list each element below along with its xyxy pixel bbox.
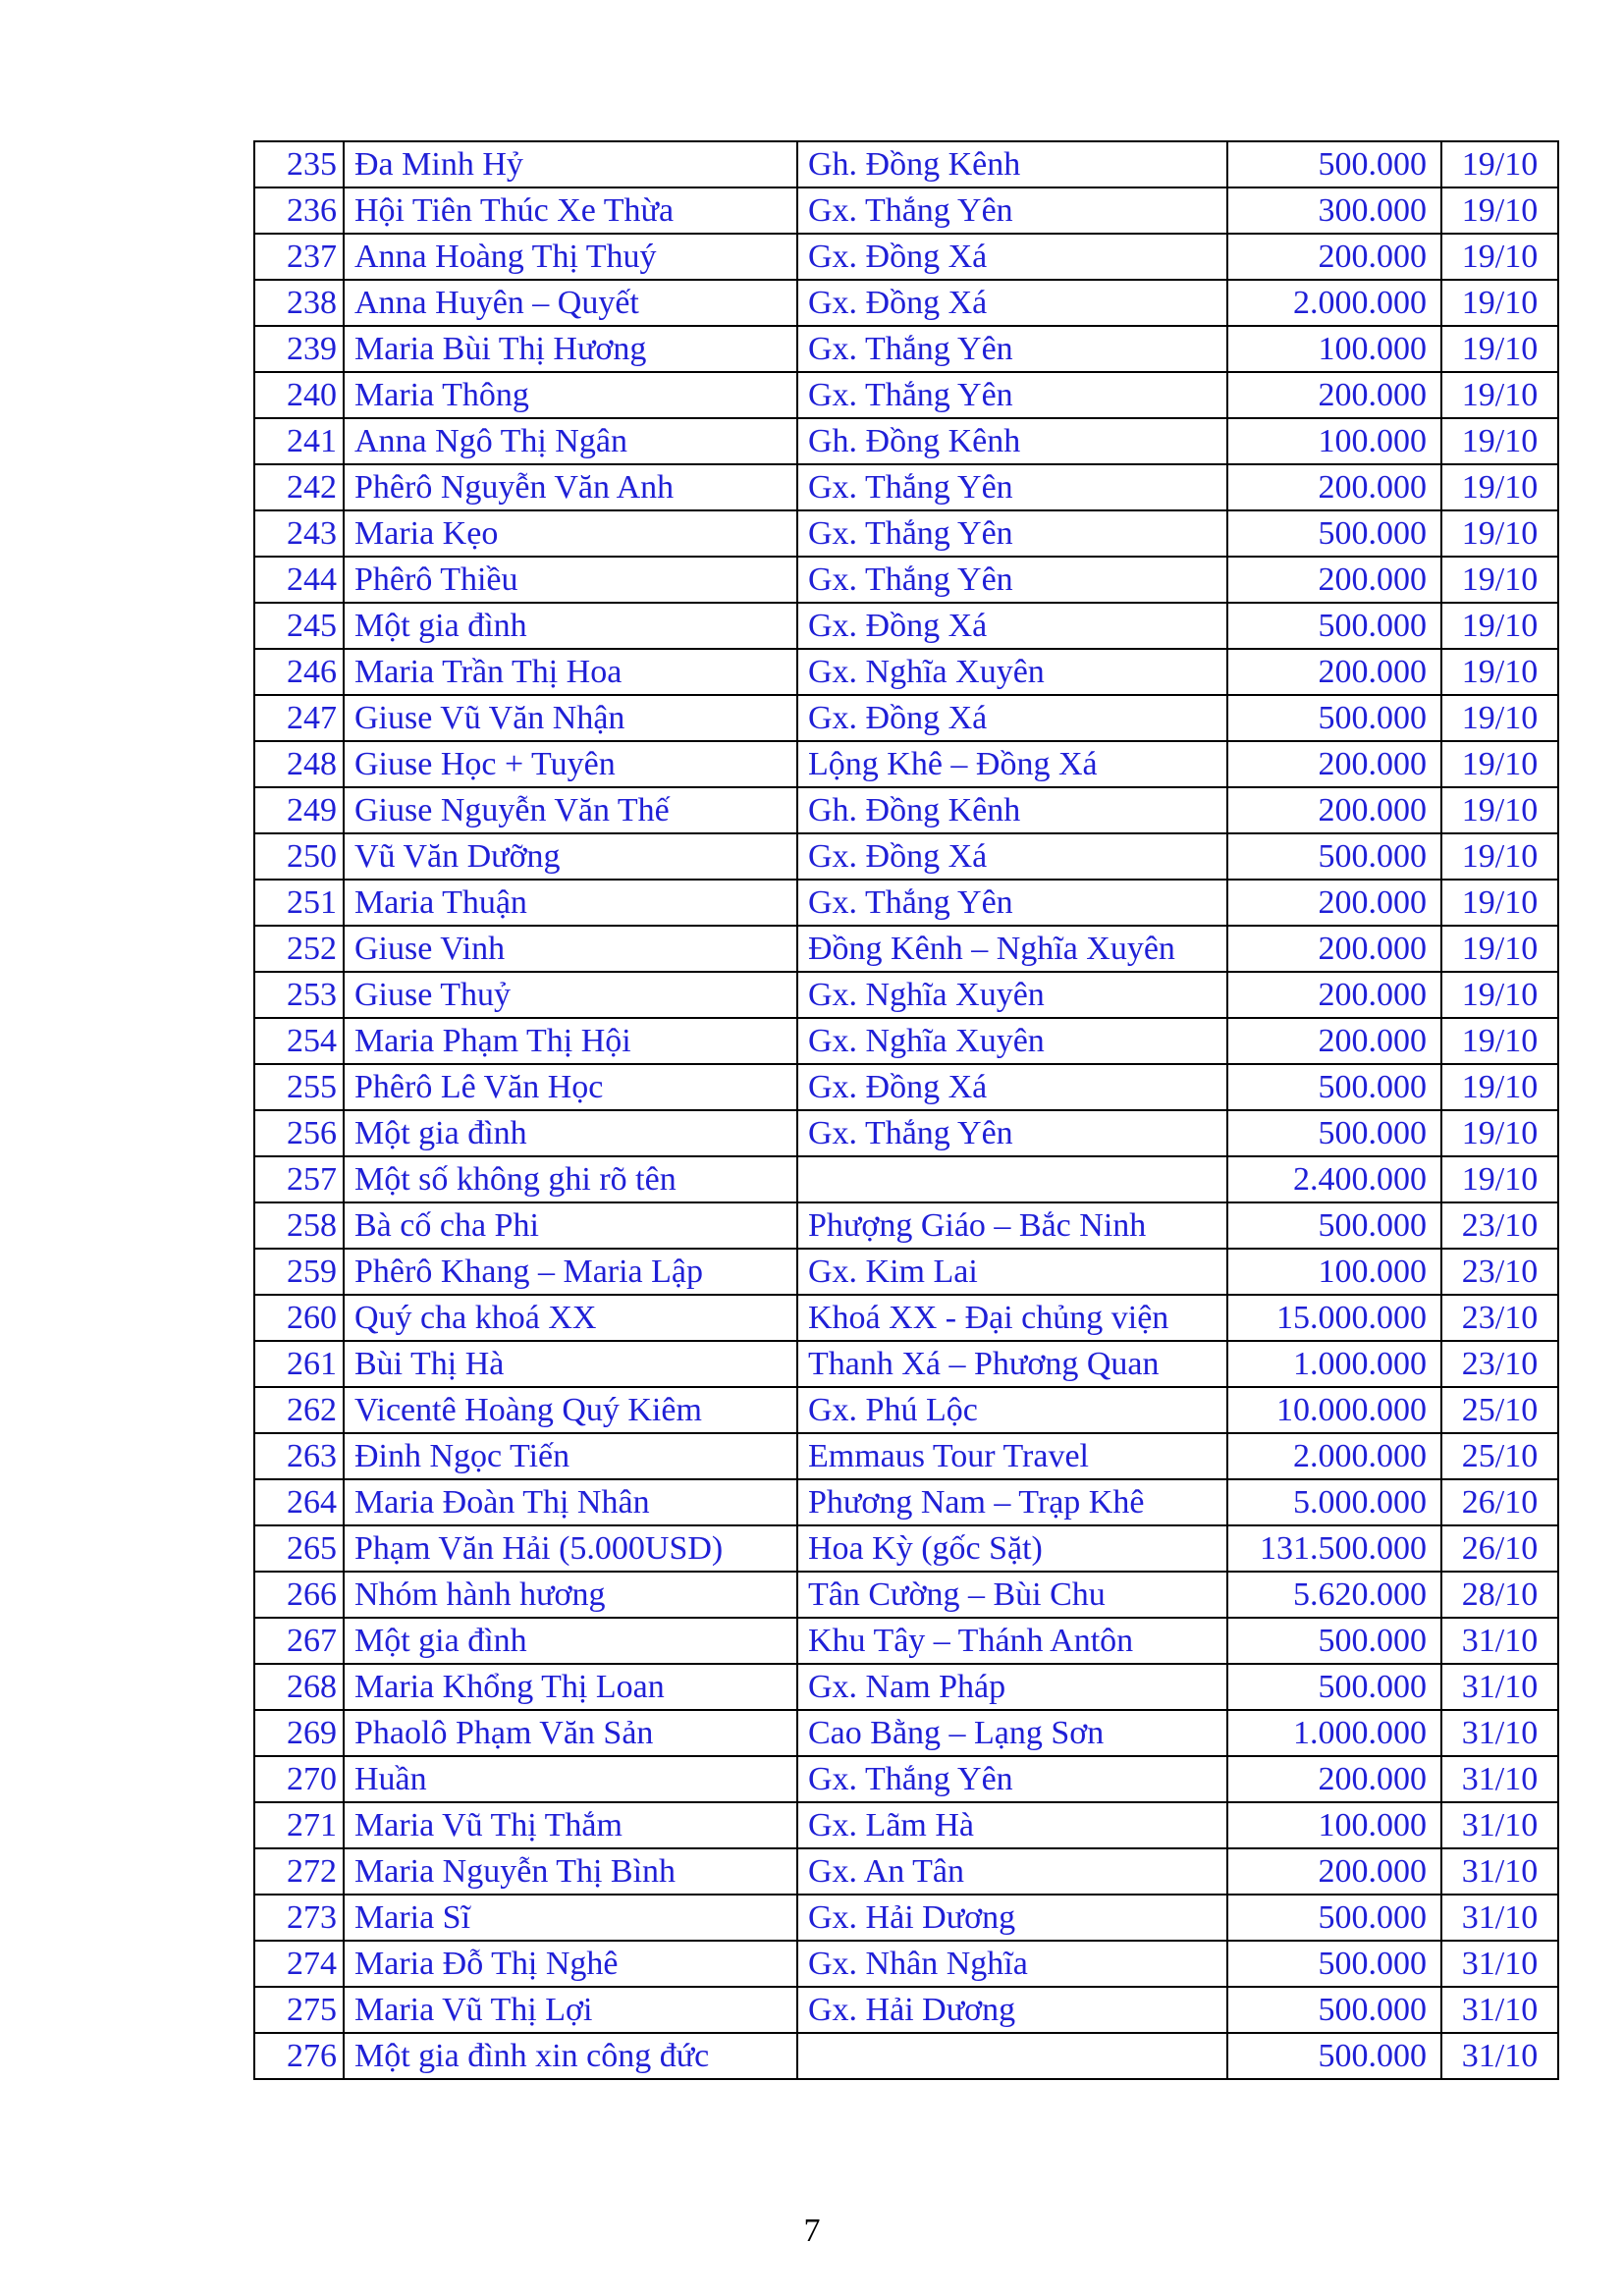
amount-cell: 200.000	[1227, 234, 1441, 280]
parish-cell: Gx. Đồng Xá	[797, 1064, 1227, 1110]
parish-cell: Gx. Nam Pháp	[797, 1664, 1227, 1710]
entry-number-cell: 243	[254, 510, 344, 557]
donor-name-cell: Maria Bùi Thị Hương	[344, 326, 797, 372]
table-row	[254, 1572, 1558, 1618]
table-row	[254, 557, 1558, 603]
donor-name-cell: Bùi Thị Hà	[344, 1341, 797, 1387]
table-row	[254, 695, 1558, 741]
parish-cell: Phương Nam – Trạp Khê	[797, 1479, 1227, 1525]
date-cell: 31/10	[1441, 1895, 1558, 1941]
parish-cell: Gx. Đồng Xá	[797, 234, 1227, 280]
donor-name-cell: Quý cha khoá XX	[344, 1295, 797, 1341]
amount-cell: 100.000	[1227, 1802, 1441, 1848]
entry-number-cell: 258	[254, 1202, 344, 1249]
parish-cell: Gx. Kim Lai	[797, 1249, 1227, 1295]
donor-name-cell: Giuse Nguyễn Văn Thế	[344, 787, 797, 833]
amount-cell: 100.000	[1227, 326, 1441, 372]
parish-cell: Gx. Thắng Yên	[797, 557, 1227, 603]
amount-cell: 500.000	[1227, 1110, 1441, 1156]
table-row	[254, 741, 1558, 787]
parish-cell: Gx. Hải Dương	[797, 1987, 1227, 2033]
donor-name-cell: Giuse Học + Tuyên	[344, 741, 797, 787]
date-cell: 19/10	[1441, 833, 1558, 880]
entry-number-cell: 266	[254, 1572, 344, 1618]
date-cell: 19/10	[1441, 372, 1558, 418]
table-row	[254, 510, 1558, 557]
parish-cell: Gx. Thắng Yên	[797, 187, 1227, 234]
table-row	[254, 833, 1558, 880]
entry-number-cell: 261	[254, 1341, 344, 1387]
table-row	[254, 1433, 1558, 1479]
table-row	[254, 1387, 1558, 1433]
donor-name-cell: Maria Thông	[344, 372, 797, 418]
amount-cell: 131.500.000	[1227, 1525, 1441, 1572]
amount-cell: 1.000.000	[1227, 1710, 1441, 1756]
amount-cell: 500.000	[1227, 1202, 1441, 1249]
table-row	[254, 1018, 1558, 1064]
amount-cell: 2.000.000	[1227, 280, 1441, 326]
donor-name-cell: Maria Nguyễn Thị Bình	[344, 1848, 797, 1895]
donor-name-cell: Maria Đoàn Thị Nhân	[344, 1479, 797, 1525]
entry-number-cell: 272	[254, 1848, 344, 1895]
amount-cell: 500.000	[1227, 510, 1441, 557]
parish-cell: Gx. An Tân	[797, 1848, 1227, 1895]
donor-name-cell: Huần	[344, 1756, 797, 1802]
donor-name-cell: Phạm Văn Hải (5.000USD)	[344, 1525, 797, 1572]
parish-cell: Gx. Thắng Yên	[797, 510, 1227, 557]
parish-cell: Gx. Nghĩa Xuyên	[797, 972, 1227, 1018]
amount-cell: 500.000	[1227, 695, 1441, 741]
entry-number-cell: 254	[254, 1018, 344, 1064]
entry-number-cell: 235	[254, 141, 344, 187]
amount-cell: 200.000	[1227, 372, 1441, 418]
date-cell: 19/10	[1441, 280, 1558, 326]
date-cell: 31/10	[1441, 1941, 1558, 1987]
parish-cell: Emmaus Tour Travel	[797, 1433, 1227, 1479]
parish-cell: Gx. Đồng Xá	[797, 280, 1227, 326]
amount-cell: 1.000.000	[1227, 1341, 1441, 1387]
entry-number-cell: 246	[254, 649, 344, 695]
donor-name-cell: Một gia đình	[344, 603, 797, 649]
table-row	[254, 1802, 1558, 1848]
donor-name-cell: Phaolô Phạm Văn Sản	[344, 1710, 797, 1756]
parish-cell: Gx. Thắng Yên	[797, 464, 1227, 510]
amount-cell: 300.000	[1227, 187, 1441, 234]
amount-cell: 200.000	[1227, 972, 1441, 1018]
entry-number-cell: 244	[254, 557, 344, 603]
date-cell: 19/10	[1441, 418, 1558, 464]
date-cell: 23/10	[1441, 1341, 1558, 1387]
date-cell: 31/10	[1441, 1756, 1558, 1802]
entry-number-cell: 259	[254, 1249, 344, 1295]
donor-name-cell: Maria Phạm Thị Hội	[344, 1018, 797, 1064]
parish-cell: Khu Tây – Thánh Antôn	[797, 1618, 1227, 1664]
entry-number-cell: 237	[254, 234, 344, 280]
amount-cell: 200.000	[1227, 1756, 1441, 1802]
date-cell: 23/10	[1441, 1249, 1558, 1295]
parish-cell: Gx. Hải Dương	[797, 1895, 1227, 1941]
entry-number-cell: 250	[254, 833, 344, 880]
amount-cell: 500.000	[1227, 141, 1441, 187]
table-row	[254, 1064, 1558, 1110]
date-cell: 19/10	[1441, 972, 1558, 1018]
donor-name-cell: Phêrô Khang – Maria Lập	[344, 1249, 797, 1295]
entry-number-cell: 275	[254, 1987, 344, 2033]
donor-name-cell: Anna Hoàng Thị Thuý	[344, 234, 797, 280]
amount-cell: 500.000	[1227, 833, 1441, 880]
table-row	[254, 1249, 1558, 1295]
amount-cell: 500.000	[1227, 1664, 1441, 1710]
date-cell: 26/10	[1441, 1479, 1558, 1525]
amount-cell: 500.000	[1227, 603, 1441, 649]
table-row	[254, 1525, 1558, 1572]
date-cell: 31/10	[1441, 1618, 1558, 1664]
donor-name-cell: Maria Kẹo	[344, 510, 797, 557]
parish-cell: Gh. Đồng Kênh	[797, 787, 1227, 833]
table-row	[254, 280, 1558, 326]
date-cell: 19/10	[1441, 787, 1558, 833]
entry-number-cell: 256	[254, 1110, 344, 1156]
table-row	[254, 972, 1558, 1018]
donor-name-cell: Một gia đình	[344, 1110, 797, 1156]
table-row	[254, 187, 1558, 234]
donor-name-cell: Một gia đình xin công đức	[344, 2033, 797, 2079]
entry-number-cell: 267	[254, 1618, 344, 1664]
donor-name-cell: Maria Thuận	[344, 880, 797, 926]
parish-cell: Gh. Đồng Kênh	[797, 141, 1227, 187]
parish-cell: Gx. Thắng Yên	[797, 880, 1227, 926]
entry-number-cell: 264	[254, 1479, 344, 1525]
donor-name-cell: Một số không ghi rõ tên	[344, 1156, 797, 1202]
date-cell: 19/10	[1441, 695, 1558, 741]
donor-name-cell: Maria Vũ Thị Lợi	[344, 1987, 797, 2033]
donor-name-cell: Nhóm hành hương	[344, 1572, 797, 1618]
donor-name-cell: Giuse Vinh	[344, 926, 797, 972]
donor-name-cell: Anna Ngô Thị Ngân	[344, 418, 797, 464]
donor-name-cell: Phêrô Lê Văn Học	[344, 1064, 797, 1110]
donor-name-cell: Một gia đình	[344, 1618, 797, 1664]
entry-number-cell: 251	[254, 880, 344, 926]
amount-cell: 200.000	[1227, 1018, 1441, 1064]
date-cell: 19/10	[1441, 464, 1558, 510]
amount-cell: 5.620.000	[1227, 1572, 1441, 1618]
entry-number-cell: 257	[254, 1156, 344, 1202]
amount-cell: 10.000.000	[1227, 1387, 1441, 1433]
date-cell: 19/10	[1441, 741, 1558, 787]
date-cell: 31/10	[1441, 2033, 1558, 2079]
parish-cell	[797, 1156, 1227, 1202]
parish-cell: Gh. Đồng Kênh	[797, 418, 1227, 464]
amount-cell: 200.000	[1227, 741, 1441, 787]
amount-cell: 200.000	[1227, 557, 1441, 603]
entry-number-cell: 265	[254, 1525, 344, 1572]
donor-name-cell: Vũ Văn Dưỡng	[344, 833, 797, 880]
entry-number-cell: 270	[254, 1756, 344, 1802]
parish-cell: Gx. Nhân Nghĩa	[797, 1941, 1227, 1987]
amount-cell: 200.000	[1227, 649, 1441, 695]
table-row	[254, 418, 1558, 464]
table-row	[254, 926, 1558, 972]
entry-number-cell: 271	[254, 1802, 344, 1848]
entry-number-cell: 242	[254, 464, 344, 510]
date-cell: 19/10	[1441, 510, 1558, 557]
entry-number-cell: 236	[254, 187, 344, 234]
table-row	[254, 464, 1558, 510]
date-cell: 19/10	[1441, 649, 1558, 695]
parish-cell	[797, 2033, 1227, 2079]
date-cell: 23/10	[1441, 1295, 1558, 1341]
entry-number-cell: 274	[254, 1941, 344, 1987]
table-body	[254, 141, 1558, 2079]
entry-number-cell: 248	[254, 741, 344, 787]
parish-cell: Gx. Thắng Yên	[797, 1756, 1227, 1802]
date-cell: 28/10	[1441, 1572, 1558, 1618]
date-cell: 19/10	[1441, 326, 1558, 372]
amount-cell: 500.000	[1227, 1064, 1441, 1110]
date-cell: 19/10	[1441, 187, 1558, 234]
table-row	[254, 372, 1558, 418]
parish-cell: Phượng Giáo – Bắc Ninh	[797, 1202, 1227, 1249]
parish-cell: Gx. Đồng Xá	[797, 833, 1227, 880]
parish-cell: Cao Bằng – Lạng Sơn	[797, 1710, 1227, 1756]
date-cell: 19/10	[1441, 1156, 1558, 1202]
date-cell: 25/10	[1441, 1387, 1558, 1433]
date-cell: 19/10	[1441, 557, 1558, 603]
amount-cell: 2.000.000	[1227, 1433, 1441, 1479]
amount-cell: 500.000	[1227, 1895, 1441, 1941]
amount-cell: 500.000	[1227, 2033, 1441, 2079]
parish-cell: Đồng Kênh – Nghĩa Xuyên	[797, 926, 1227, 972]
parish-cell: Thanh Xá – Phương Quan	[797, 1341, 1227, 1387]
parish-cell: Gx. Thắng Yên	[797, 326, 1227, 372]
date-cell: 19/10	[1441, 141, 1558, 187]
entry-number-cell: 260	[254, 1295, 344, 1341]
donor-name-cell: Maria Đỗ Thị Nghê	[344, 1941, 797, 1987]
table-row	[254, 787, 1558, 833]
donor-name-cell: Maria Sĩ	[344, 1895, 797, 1941]
entry-number-cell: 245	[254, 603, 344, 649]
table-row	[254, 234, 1558, 280]
donor-name-cell: Anna Huyên – Quyết	[344, 280, 797, 326]
date-cell: 19/10	[1441, 1018, 1558, 1064]
table-row	[254, 1895, 1558, 1941]
parish-cell: Gx. Đồng Xá	[797, 695, 1227, 741]
parish-cell: Gx. Nghĩa Xuyên	[797, 1018, 1227, 1064]
parish-cell: Gx. Phú Lộc	[797, 1387, 1227, 1433]
donor-name-cell: Phêrô Nguyễn Văn Anh	[344, 464, 797, 510]
table-row	[254, 326, 1558, 372]
table-row	[254, 141, 1558, 187]
amount-cell: 200.000	[1227, 464, 1441, 510]
table-row	[254, 1756, 1558, 1802]
table-row	[254, 2033, 1558, 2079]
parish-cell: Lộng Khê – Đồng Xá	[797, 741, 1227, 787]
amount-cell: 200.000	[1227, 926, 1441, 972]
table-row	[254, 1202, 1558, 1249]
donor-name-cell: Maria Vũ Thị Thắm	[344, 1802, 797, 1848]
table-row	[254, 1295, 1558, 1341]
date-cell: 31/10	[1441, 1802, 1558, 1848]
entry-number-cell: 263	[254, 1433, 344, 1479]
table-row	[254, 1941, 1558, 1987]
entry-number-cell: 247	[254, 695, 344, 741]
date-cell: 19/10	[1441, 603, 1558, 649]
table-row	[254, 1156, 1558, 1202]
entry-number-cell: 273	[254, 1895, 344, 1941]
table-row	[254, 1710, 1558, 1756]
parish-cell: Khoá XX - Đại chủng viện	[797, 1295, 1227, 1341]
entry-number-cell: 268	[254, 1664, 344, 1710]
parish-cell: Gx. Thắng Yên	[797, 1110, 1227, 1156]
amount-cell: 500.000	[1227, 1941, 1441, 1987]
amount-cell: 200.000	[1227, 1848, 1441, 1895]
entry-number-cell: 241	[254, 418, 344, 464]
parish-cell: Tân Cường – Bùi Chu	[797, 1572, 1227, 1618]
date-cell: 19/10	[1441, 1064, 1558, 1110]
table-row	[254, 880, 1558, 926]
table-row	[254, 1848, 1558, 1895]
date-cell: 19/10	[1441, 926, 1558, 972]
date-cell: 31/10	[1441, 1987, 1558, 2033]
amount-cell: 500.000	[1227, 1618, 1441, 1664]
table-row	[254, 603, 1558, 649]
date-cell: 31/10	[1441, 1710, 1558, 1756]
entry-number-cell: 262	[254, 1387, 344, 1433]
entry-number-cell: 276	[254, 2033, 344, 2079]
date-cell: 19/10	[1441, 880, 1558, 926]
parish-cell: Gx. Nghĩa Xuyên	[797, 649, 1227, 695]
entry-number-cell: 239	[254, 326, 344, 372]
amount-cell: 2.400.000	[1227, 1156, 1441, 1202]
table-row	[254, 1618, 1558, 1664]
date-cell: 31/10	[1441, 1664, 1558, 1710]
amount-cell: 500.000	[1227, 1987, 1441, 2033]
parish-cell: Hoa Kỳ (gốc Sặt)	[797, 1525, 1227, 1572]
date-cell: 25/10	[1441, 1433, 1558, 1479]
donor-name-cell: Đinh Ngọc Tiến	[344, 1433, 797, 1479]
table-row	[254, 1110, 1558, 1156]
page-number: 7	[803, 2213, 821, 2249]
parish-cell: Gx. Đồng Xá	[797, 603, 1227, 649]
table-row	[254, 1987, 1558, 2033]
table-row	[254, 649, 1558, 695]
donor-name-cell: Giuse Vũ Văn Nhận	[344, 695, 797, 741]
donor-name-cell: Hội Tiên Thúc Xe Thừa	[344, 187, 797, 234]
donor-name-cell: Bà cố cha Phi	[344, 1202, 797, 1249]
entry-number-cell: 255	[254, 1064, 344, 1110]
amount-cell: 200.000	[1227, 787, 1441, 833]
date-cell: 31/10	[1441, 1848, 1558, 1895]
amount-cell: 100.000	[1227, 418, 1441, 464]
entry-number-cell: 249	[254, 787, 344, 833]
date-cell: 19/10	[1441, 1110, 1558, 1156]
donor-name-cell: Maria Khổng Thị Loan	[344, 1664, 797, 1710]
parish-cell: Gx. Lãm Hà	[797, 1802, 1227, 1848]
parish-cell: Gx. Thắng Yên	[797, 372, 1227, 418]
donor-name-cell: Giuse Thuỷ	[344, 972, 797, 1018]
entry-number-cell: 269	[254, 1710, 344, 1756]
date-cell: 23/10	[1441, 1202, 1558, 1249]
date-cell: 26/10	[1441, 1525, 1558, 1572]
amount-cell: 100.000	[1227, 1249, 1441, 1295]
entry-number-cell: 240	[254, 372, 344, 418]
table-row	[254, 1341, 1558, 1387]
entry-number-cell: 252	[254, 926, 344, 972]
donor-name-cell: Phêrô Thiều	[344, 557, 797, 603]
table-row	[254, 1664, 1558, 1710]
entry-number-cell: 253	[254, 972, 344, 1018]
donor-name-cell: Maria Trần Thị Hoa	[344, 649, 797, 695]
table-row	[254, 1479, 1558, 1525]
date-cell: 19/10	[1441, 234, 1558, 280]
entry-number-cell: 238	[254, 280, 344, 326]
donor-name-cell: Đa Minh Hỷ	[344, 141, 797, 187]
donor-name-cell: Vicentê Hoàng Quý Kiêm	[344, 1387, 797, 1433]
amount-cell: 15.000.000	[1227, 1295, 1441, 1341]
amount-cell: 5.000.000	[1227, 1479, 1441, 1525]
amount-cell: 200.000	[1227, 880, 1441, 926]
donation-table	[253, 140, 1559, 2080]
